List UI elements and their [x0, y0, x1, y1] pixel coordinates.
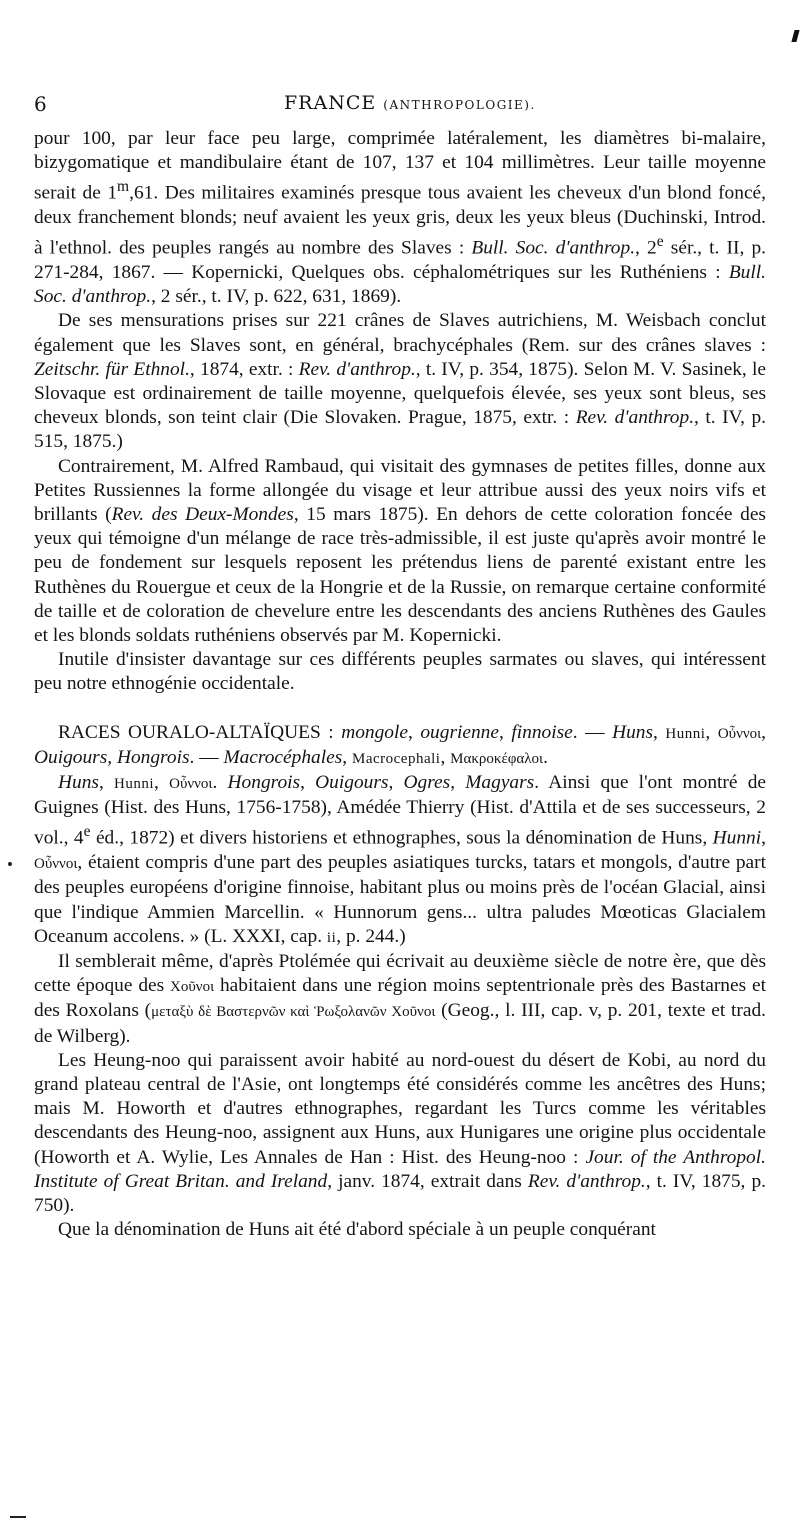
running-title	[284, 92, 536, 114]
margin-mark	[8, 862, 12, 866]
page-edge-mark	[791, 30, 799, 42]
paragraph-3: Contrairement, M. Alfred Rambaud, qui visitait des gymnases de petites filles, donne aux Petites Russiennes la forme allongée du visage et leur attribue aussi des yeux noirs vifs et brillants (Rev. des Deux-Mondes, 15 mars 1875). En dehors de cette coloration foncée des yeux qui témoigne d'un mélange de race très-admissible, il est juste qu'après avoir montré le peu de fondement sur lesquels reposent les prétendus liens de parenté existant entre les Ruthènes du Rouergue et ceux de la Hongrie et de la Russie, on remarque certaine conformité de taille et de coloration de chevelure entre les descendants des anciens Ruthènes des Gaules et les blonds soldats ruthéniens observés par M. Kopernicki.	[34, 455, 766, 646]
margin-dash	[10, 1516, 26, 1518]
paragraph-2: De ses mensurations prises sur 221 crânes de Slaves autrichiens, M. Weisbach conclut également que les Slaves sont, en général, brachycéphales (Rem. sur des crânes slaves : Zeitschr. für Ethnol., 1874, extr. : Rev. d'anthrop., t. IV, p. 354, 1875). Selon M. V. Sasinek, le Slovaque est ordinairement de taille moyenne, quelquefois élevée, ses yeux sont bleus, ses cheveux blonds, son teint clair (Die Slovaken. Prague, 1875, extr. : Rev. d'anthrop., t. IV, p. 515, 1875.)	[34, 310, 766, 453]
running-title-sub: (ANTHROPOLOGIE).	[383, 98, 536, 112]
paragraph-6: Il semblerait même, d'après Ptolémée qui écrivait au deuxième siècle de notre ère, que dès cette époque des Χοῦνοι habitaient dans une région moins septentrionale près des Bastarnes et des Roxolans (μεταξὺ δὲ Βαστερνῶν καὶ Ῥωξολανῶν Χοῦνοι (Geog., l. III, cap. v, p. 201, texte et trad. de Wilberg).	[34, 950, 766, 1047]
section-heading: RACES OURALO-ALTAÏQUES : mongole, ougrienne, finnoise. — Huns, Hunni, Οὖννοι, Ouigours, Hongrois. — Macrocéphales, Macrocephali, Μακροκέφαλοι.	[34, 721, 767, 768]
section-gap	[34, 697, 766, 721]
paragraph-8: Que la dénomination de Huns ait été d'abord spéciale à un peuple conquérant	[58, 1219, 656, 1241]
running-header	[34, 92, 774, 122]
paragraph-7: Les Heung-noo qui paraissent avoir habité au nord-ouest du désert de Kobi, au nord du grand plateau central de l'Asie, ont longtemps été considérés comme les ancêtres des Huns; mais M. Howorth et d'autres ethnographes, regardant les Turcs comme les véritables descendants des Heung-noo, assignent aux Huns, aux Hunigares une origine plus occidentale (Howorth et A. Wylie, Les Annales de Han : Hist. des Heung-noo : Jour. of the Anthropol. Institute of Great Britan. and Ireland, janv. 1874, extrait dans Rev. d'anthrop., t. IV, 1875, p. 750).	[34, 1049, 766, 1216]
paragraph-4: Inutile d'insister davantage sur ces différents peuples sarmates ou slaves, qui intéressent peu notre ethnogénie occidentale.	[34, 649, 766, 695]
paragraph-5: Huns, Hunni, Οὖννοι. Hongrois, Ouigours, Ogres, Magyars. Ainsi que l'ont montré de Guignes (Hist. des Huns, 1756-1758), Amédée Thierry (Hist. d'Attila et de ses successeurs, 2 vol., 4e éd., 1872) et divers historiens et ethnographes, sous la dénomination de Huns, Hunni, Οὖννοι, étaient compris d'une part des peuples asiatiques turcks, tatars et mongols, d'autre part des peuples européens d'origine finnoise, habitant plus ou moins près de l'océan Glacial, ainsi que l'indique Ammien Marcellin. « Hunnorum gens... ultra paludes Mœoticas Glacialem Oceanum accolens. » (L. XXXI, cap. ii, p. 244.)	[34, 772, 767, 947]
page-number: 6	[34, 92, 47, 116]
paragraph-1: pour 100, par leur face peu large, comprimée latéralement, les diamètres bi-malaire, bizygomatique et mandibulaire étant de 107, 137 et 104 millimètres. Leur taille moyenne serait de 1$^m$,61. Des militaires examinés presque tous avaient les cheveux d'un blond foncé, deux franchement blonds; neuf avaient les yeux gris, deux les yeux bleus (Duchinski, Introd. à l'ethnol. des peuples rangés au nombre des Slaves : Bull. Soc. d'anthrop., 2e sér., t. II, p. 271-284, 1867. — Kopernicki, Quelques obs. céphalométriques sur les Ruthéniens : Bull. Soc. d'anthrop., 2 sér., t. IV, p. 622, 631, 1869).	[34, 128, 767, 308]
running-title-main: FRANCE	[284, 92, 377, 114]
body-text	[34, 127, 766, 1242]
